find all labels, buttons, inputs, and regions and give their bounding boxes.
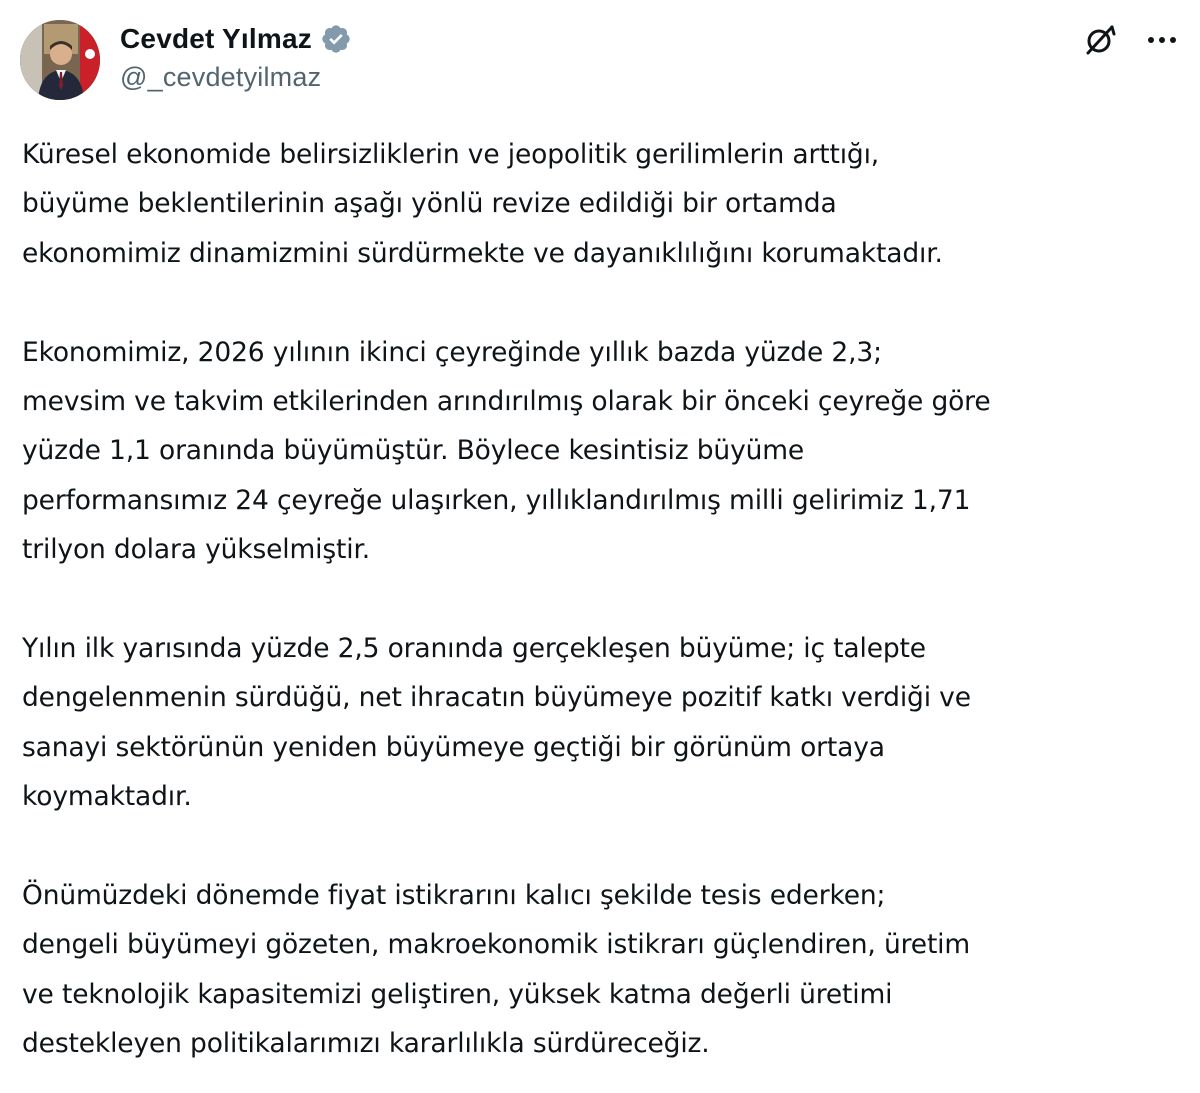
text-line: Küresel ekonomide belirsizliklerin ve jeopolitik gerilimlerin arttığı, [22,139,880,170]
text-line: trilyon dolara yükselmiştir. [22,534,371,566]
paragraph [22,624,1182,822]
text-line: ve teknolojik kapasitemizi geliştiren, yüksek katma değerli üretimi [22,978,893,1010]
text-line: sanayi sektörünün yeniden büyümeye geçtiği bir görünüm ortaya [22,731,885,763]
text-line: mevsim ve takvim etkilerinden arındırılmış olarak bir önceki çeyreğe göre [22,386,991,418]
paragraph [22,328,1182,575]
verified-badge-icon[interactable] [320,23,352,55]
grok-icon[interactable] [1082,22,1118,58]
text-line: Önümüzdeki dönemde fiyat istikrarını kalıcı şekilde tesis ederken; [22,880,886,912]
name-row [120,20,352,58]
text-line: yüzde 1,1 oranında büyümüştür. Böylece kesintisiz büyüme [22,435,805,467]
text-line: dengelenmenin sürdüğü, net ihracatın büyümeye pozitif katkı verdiği ve [22,682,971,714]
avatar-image [20,20,100,100]
paragraph [22,130,1182,278]
text-line: ekonomimiz dinamizmini sürdürmekte ve dayanıklılığını korumaktadır. [22,237,943,269]
paragraph [22,871,1182,1069]
text-line: dengeli büyümeyi gözeten, makroekonomik istikrarı güçlendiren, üretim [22,929,971,961]
handle[interactable]: @_cevdetyilmaz [120,62,322,92]
text-line: Yılın ilk yarısında yüzde 2,5 oranında gerçekleşen büyüme; iç talepte [22,633,926,665]
avatar[interactable] [20,20,100,100]
author-block [120,20,352,93]
display-name[interactable]: Cevdet Yılmaz [120,23,312,54]
tweet-actions [1082,22,1180,58]
text-line: büyüme beklentilerinin aşağı yönlü revize edildiği bir ortamda [22,188,837,220]
text-line: destekleyen politikalarımızı kararlılıkla sürdüreceğiz. [22,1028,710,1060]
text-line: Ekonomimiz, 2026 yılının ikinci çeyreğinde yıllık bazda yüzde 2,3; [22,336,882,368]
tweet-text [22,130,1182,1069]
text-line: performansımız 24 çeyreğe ulaşırken, yıllıklandırılmış milli gelirimiz 1,71 [22,484,971,516]
more-options-icon[interactable] [1144,22,1180,58]
text-line: koymaktadır. [22,781,192,813]
